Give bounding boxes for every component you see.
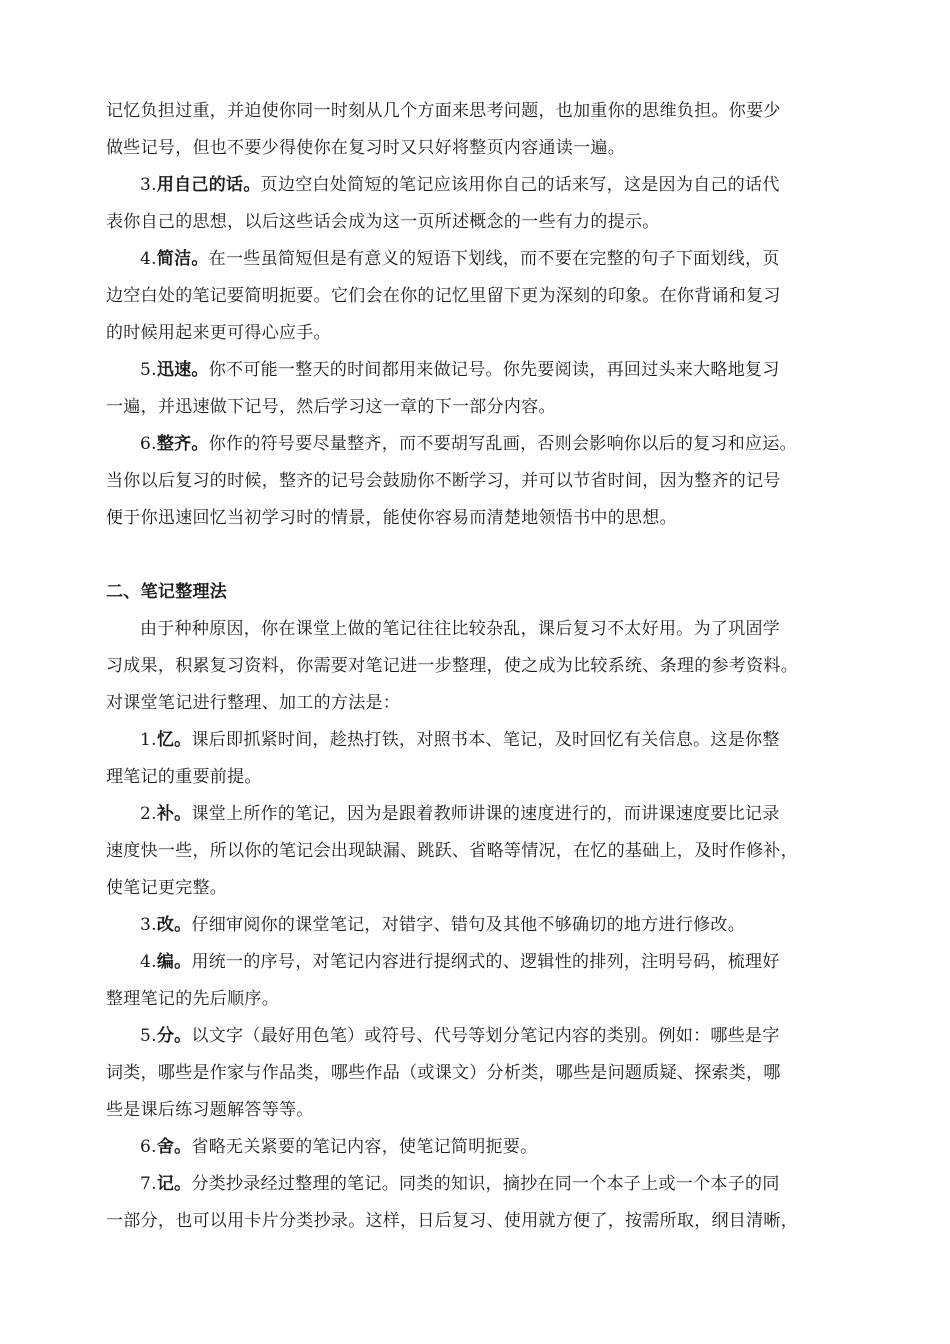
item-number: 6.: [140, 434, 157, 454]
item-text: 以文字（最好用色笔）或符号、代号等划分笔记内容的类别。例如：哪些是字: [191, 1026, 780, 1046]
paragraph-line: 对课堂笔记进行整理、加工的方法是：: [106, 693, 401, 713]
paragraph-line: 理笔记的重要前提。: [106, 767, 262, 787]
item-title: 简洁。: [156, 249, 209, 269]
item-number: 5.: [140, 1026, 157, 1046]
paragraph-line: 整理笔记的先后顺序。: [106, 989, 279, 1009]
item-number: 3.: [140, 175, 157, 195]
item-text: 你不可能一整天的时间都用来做记号。你先要阅读，再回过头来大略地复习: [208, 360, 780, 380]
method-4-line: [140, 951, 780, 973]
paragraph-line: 做些记号，但也不要少得使你在复习时又只好将整页内容通读一遍。: [106, 138, 625, 158]
paragraph-line: 速度快一些，所以你的笔记会出现缺漏、跳跃、省略等情况，在忆的基础上，及时作修补，: [106, 841, 798, 861]
item-title: 整齐。: [156, 434, 209, 454]
paragraph-line: 表你自己的思想，以后这些话会成为这一页所述概念的一些有力的提示。: [106, 212, 660, 232]
item-title: 改。: [156, 915, 192, 935]
item-number: 3.: [140, 915, 157, 935]
item-title: 舍。: [156, 1137, 192, 1157]
item-text: 在一些虽简短但是有意义的短语下划线，而不要在完整的句子下面划线，页: [208, 249, 780, 269]
item-number: 1.: [140, 730, 157, 750]
paragraph-line: 由于种种原因，你在课堂上做的笔记往往比较杂乱，课后复习不太好用。为了巩固学: [140, 619, 781, 639]
item-number: 6.: [140, 1137, 157, 1157]
paragraph-line: 记忆负担过重，并迫使你同一时刻从几个方面来思考问题，也加重你的思维负担。你要少: [106, 101, 781, 121]
paragraph-line: 的时候用起来更可得心应手。: [106, 323, 331, 343]
item-text: 你作的符号要尽量整齐，而不要胡写乱画，否则会影响你以后的复习和应运。: [208, 434, 797, 454]
item-number: 5.: [140, 360, 157, 380]
method-7-line: [140, 1173, 780, 1195]
item-title: 编。: [156, 952, 192, 972]
method-2-line: [140, 803, 780, 825]
paragraph-line: 边空白处的笔记要简明扼要。它们会在你的记忆里留下更为深刻的印象。在你背诵和复习: [106, 286, 781, 306]
item-title: 忆。: [156, 730, 192, 750]
item-title: 分。: [156, 1026, 192, 1046]
paragraph-line: 便于你迅速回忆当初学习时的情景，能使你容易而清楚地领悟书中的思想。: [106, 508, 677, 528]
item-number: 4.: [140, 952, 157, 972]
paragraph-line: 一遍，并迅速做下记号，然后学习这一章的下一部分内容。: [106, 397, 556, 417]
paragraph-line: 使笔记更完整。: [106, 878, 228, 898]
item-text: 省略无关紧要的笔记内容，使笔记简明扼要。: [191, 1137, 538, 1157]
item-text: 课后即抓紧时间，趁热打铁，对照书本、笔记，及时回忆有关信息。这是你整: [191, 730, 780, 750]
item-number: 4.: [140, 249, 157, 269]
item-text: 仔细审阅你的课堂笔记，对错字、错句及其他不够确切的地方进行修改。: [191, 915, 746, 935]
method-6-line: [140, 1136, 537, 1158]
method-3-line: [140, 914, 745, 936]
item-title: 记。: [156, 1174, 192, 1194]
item-text: 页边空白处简短的笔记应该用你自己的话来写，这是因为自己的话代: [260, 175, 780, 195]
item-title: 用自己的话。: [156, 175, 261, 195]
tip-3-line: [140, 174, 780, 196]
item-number: 2.: [140, 804, 157, 824]
item-text: 课堂上所作的笔记，因为是跟着教师讲课的速度进行的，而讲课速度要比记录: [191, 804, 780, 824]
item-text: 分类抄录经过整理的笔记。同类的知识，摘抄在同一个本子上或一个本子的同: [191, 1174, 780, 1194]
tip-4-line: [140, 248, 780, 270]
item-text: 用统一的序号，对笔记内容进行提纲式的、逻辑性的排列，注明号码，梳理好: [191, 952, 780, 972]
section-heading: 二、笔记整理法: [106, 582, 228, 602]
item-title: 补。: [156, 804, 192, 824]
tip-5-line: [140, 359, 780, 381]
method-1-line: [140, 729, 780, 751]
item-number: 7.: [140, 1174, 157, 1194]
tip-6-line: [140, 433, 797, 455]
paragraph-line: 一部分，也可以用卡片分类抄录。这样，日后复习、使用就方便了，按需所取，纲目清晰，: [106, 1211, 798, 1231]
paragraph-line: 当你以后复习的时候，整齐的记号会鼓励你不断学习，并可以节省时间，因为整齐的记号: [106, 471, 781, 491]
method-5-line: [140, 1025, 780, 1047]
paragraph-line: 词类，哪些是作家与作品类，哪些作品（或课文）分析类，哪些是问题质疑、探索类，哪: [106, 1063, 781, 1083]
item-title: 迅速。: [156, 360, 209, 380]
paragraph-line: 些是课后练习题解答等等。: [106, 1100, 314, 1120]
paragraph-line: 习成果，积累复习资料，你需要对笔记进一步整理，使之成为比较系统、条理的参考资料。: [106, 656, 798, 676]
